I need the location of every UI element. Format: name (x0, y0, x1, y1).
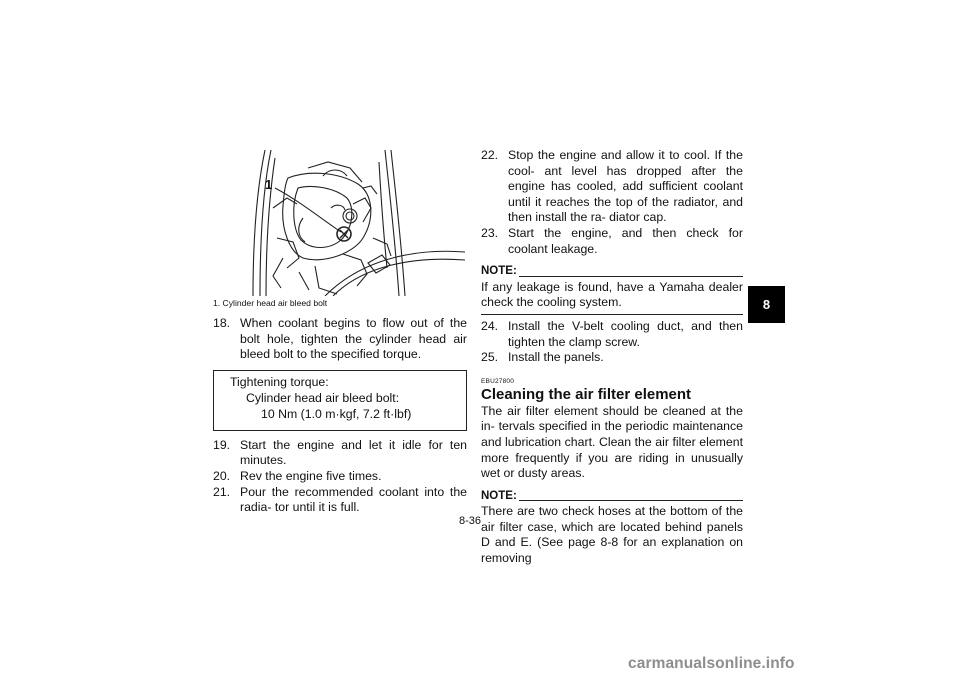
note-label: NOTE: (481, 489, 517, 502)
watermark: carmanualsonline.info (628, 655, 795, 672)
step-18 (213, 316, 467, 363)
step-text: Stop the engine and allow it to cool. If the cool- ant level has dropped after the engine has cooled, add sufficient coolant until it reaches the top of the radiator, and then install the ra- diator cap. (508, 148, 743, 225)
figure-callout-number: 1 (265, 177, 273, 192)
step-number: 24. (481, 318, 499, 333)
step-number: 22. (481, 148, 499, 162)
torque-part: Cylinder head air bleed bolt: (246, 390, 400, 405)
chapter-tab: 8 (748, 286, 785, 323)
torque-value: 10 Nm (1.0 m·kgf, 7.2 ft·lbf) (261, 406, 412, 421)
note-rule (519, 500, 743, 501)
page-number: 8-36 (459, 515, 482, 527)
torque-spec-box (213, 370, 467, 431)
step-20 (213, 469, 467, 485)
step-text: Start the engine, and then check for coolant leakage. (508, 225, 743, 256)
engine-illustration (213, 148, 467, 296)
step-text: Rev the engine five times. (240, 468, 382, 483)
step-text: When coolant begins to flow out of the bolt hole, tighten the cylinder head air bleed bolt to the specified torque. (240, 316, 467, 362)
note-text: If any leakage is found, have a Yamaha dealer check the cooling system. (481, 279, 743, 310)
step-text: Start the engine and let it idle for ten minutes. (240, 437, 467, 468)
step-number: 23. (481, 225, 499, 240)
note-header (481, 264, 743, 280)
step-number: 21. (213, 484, 231, 499)
step-text: Pour the recommended coolant into the radia- tor until it is full. (240, 484, 467, 515)
section-code: EBU27800 (481, 377, 515, 385)
step-number: 25. (481, 350, 499, 365)
step-number: 19. (213, 437, 231, 452)
step-23 (481, 226, 743, 257)
note-rule (519, 276, 743, 277)
step-text: Install the panels. (508, 350, 604, 365)
step-text: Install the V-belt cooling duct, and then tighten the clamp screw. (508, 318, 743, 349)
note-text: There are two check hoses at the bottom of the air filter case, which are located behind panels D and E. (See page 8-8 for an explanation on removing (481, 504, 743, 566)
step-19 (213, 438, 467, 469)
step-22 (481, 148, 743, 226)
torque-label: Tightening torque: (230, 374, 329, 389)
figure-caption: 1. Cylinder head air bleed bolt (213, 298, 328, 308)
right-column (481, 148, 743, 567)
note-end-rule (481, 314, 743, 315)
step-24 (481, 319, 743, 350)
step-21 (213, 485, 467, 516)
section-paragraph: The air filter element should be cleaned at the in- tervals specified in the periodic maintenance and lubrication chart. Clean the air filter element more frequently if you are riding in unusually wet or dusty areas. (481, 403, 743, 481)
step-number: 20. (213, 468, 231, 483)
step-number: 18. (213, 316, 231, 330)
step-25 (481, 350, 743, 366)
note-header (481, 489, 743, 505)
section-heading: Cleaning the air filter element (481, 385, 692, 403)
left-column (213, 148, 467, 516)
note-label: NOTE: (481, 265, 517, 278)
engine-drawing (213, 148, 467, 296)
